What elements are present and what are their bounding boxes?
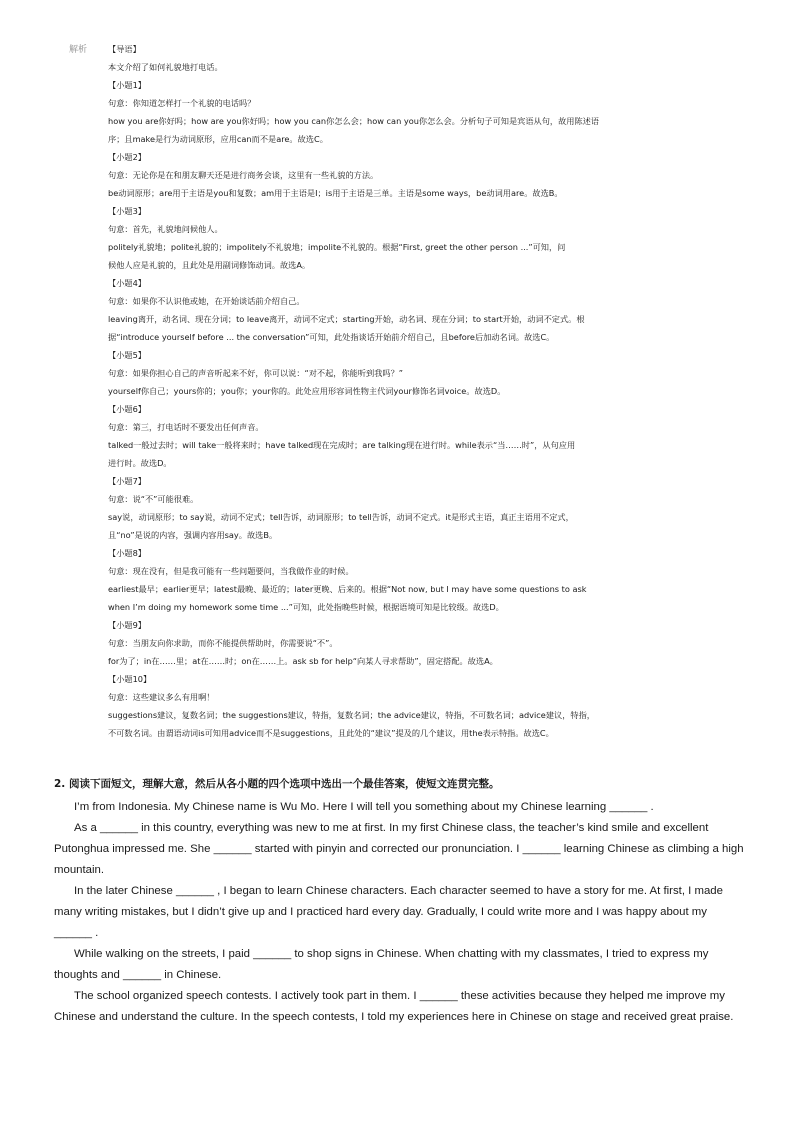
item-explanation-line: when I’m doing my homework some time ...”可知，此处指晚些时候，根据语境可知是比较级。故选D。: [108, 602, 504, 612]
item-meaning: 句意：如果你担心自己的声音听起来不好，你可以说：“对不起，你能听到我吗？”: [108, 368, 404, 378]
item-tag: 【小题9】: [108, 620, 146, 630]
item-explanation-line: 不可数名词。由谓语动词is可知用advice而不是suggestions，且此处的“建议”提及的几个建议，用the表示特指。故选C。: [108, 728, 554, 738]
item-meaning: 句意：无论你是在和朋友聊天还是进行商务会谈，这里有一些礼貌的方法。: [108, 170, 379, 180]
analysis-items: [108, 76, 728, 742]
item-tag: 【小题8】: [108, 548, 146, 558]
item-meaning: 句意：现在没有，但是我可能有一些问题要问，当我做作业的时候。: [108, 566, 354, 576]
item-meaning: 句意：如果你不认识他或她，在开始谈话前介绍自己。: [108, 296, 305, 306]
item-meaning: 句意：说“不”可能很难。: [108, 494, 199, 504]
intro-text: 本文介绍了如何礼貌地打电话。: [108, 62, 223, 72]
item-tag: 【小题5】: [108, 350, 146, 360]
item-tag: 【小题7】: [108, 476, 146, 486]
passage-paragraph-1: I’m from Indonesia. My Chinese name is Wu Mo. Here I will tell you something about my Chinese learning ______ .: [74, 801, 654, 813]
item-explanation-line: earliest最早；earlier更早；latest最晚、最近的；later更晚、后来的。根据“Not now, but I may have some questions to ask: [108, 584, 587, 594]
item-explanation-line: 候他人应是礼貌的，且此处是用副词修饰动词。故选A。: [108, 260, 311, 270]
item-tag: 【小题2】: [108, 152, 146, 162]
question-2: [54, 774, 744, 1028]
item-explanation-line: say说，动词原形；to say说，动词不定式；tell告诉，动词原形；to tell告诉，动词不定式。it是形式主语，真正主语用不定式，: [108, 512, 574, 522]
passage-paragraph-5: The school organized speech contests. I actively took part in them. I ______ these activities because they helped me improve my Chinese and understand the culture. In the speech contests, I told my experiences here in Chinese on stage and received great praise.: [54, 990, 734, 1023]
item-tag: 【小题6】: [108, 404, 146, 414]
analysis-section: [108, 40, 728, 742]
item-meaning: 句意：首先，礼貌地问候他人。: [108, 224, 223, 234]
item-explanation-line: 进行时。故选D。: [108, 458, 172, 468]
item-explanation-line: 序；且make是行为动词原形，应用can而不是are。故选C。: [108, 134, 328, 144]
intro-tag: 【导语】: [108, 44, 141, 54]
item-meaning: 句意：你知道怎样打一个礼貌的电话吗？: [108, 98, 256, 108]
passage-paragraph-2: As a ______ in this country, everything was new to me at first. In my first Chinese class, the teacher’s kind smile and excellent Putonghua impressed me. She ______ started with pinyin and corrected our pronunciation. I ______ learning Chinese as climbing a high mountain.: [54, 822, 744, 876]
item-meaning: 句意：第三，打电话时不要发出任何声音。: [108, 422, 264, 432]
item-tag: 【小题10】: [108, 674, 152, 684]
item-explanation-line: leaving离开，动名词、现在分词；to leave离开，动词不定式；starting开始，动名词、现在分词；to start开始，动词不定式。根: [108, 314, 585, 324]
item-explanation-line: how you are你好吗；how are you你好吗；how you can你怎么会；how can you你怎么会。分析句子可知是宾语从句，故用陈述语: [108, 116, 600, 126]
item-tag: 【小题4】: [108, 278, 146, 288]
item-tag: 【小题1】: [108, 80, 146, 90]
analysis-side-label: 解析: [69, 45, 88, 55]
item-explanation-line: 据“introduce yourself before ... the conversation”可知，此处指谈话开始前介绍自己，且before后加动名词。故选C。: [108, 332, 555, 342]
item-explanation-line: talked一般过去时；will take一般将来时；have talked现在完成时；are talking现在进行时。while表示“当……时”，从句应用: [108, 440, 576, 450]
item-tag: 【小题3】: [108, 206, 146, 216]
item-explanation-line: politely礼貌地；polite礼貌的；impolitely不礼貌地；impolite不礼貌的。根据“First, greet the other person ...”可知，问: [108, 242, 566, 252]
passage-paragraph-3: In the later Chinese ______ , I began to learn Chinese characters. Each character seemed to have a story for me. At first, I made many writing mistakes, but I didn’t give up and I practiced hard every day. Gradually, I could write more and I was happy about my ______ .: [54, 885, 723, 939]
item-explanation-line: for为了；in在……里；at在……时；on在……上。ask sb for help“向某人寻求帮助”，固定搭配。故选A。: [108, 656, 498, 666]
item-meaning: 句意：当朋友向你求助，而你不能提供帮助时，你需要说“不”。: [108, 638, 338, 648]
item-meaning: 句意：这些建议多么有用啊！: [108, 692, 215, 702]
passage-paragraph-4: While walking on the streets, I paid ______ to shop signs in Chinese. When chatting with my classmates, I tried to express my thoughts and ______ in Chinese.: [54, 948, 709, 981]
item-explanation-line: yourself你自己；yours你的；you你；your你的。此处应用形容词性物主代词your修饰名词voice。故选D。: [108, 386, 506, 396]
question-2-heading: 2. 阅读下面短文，理解大意，然后从各小题的四个选项中选出一个最佳答案，使短文连贯完整。: [54, 778, 500, 790]
item-explanation-line: be动词原形；are用于主语是you和复数；am用于主语是I；is用于主语是三单。主语是some ways，be动词用are。故选B。: [108, 188, 563, 198]
item-explanation-line: 且“no”是说的内容，强调内容用say。故选B。: [108, 530, 278, 540]
item-explanation-line: suggestions建议，复数名词；the suggestions建议，特指，复数名词；the advice建议，特指，不可数名词；advice建议，特指，: [108, 710, 595, 720]
